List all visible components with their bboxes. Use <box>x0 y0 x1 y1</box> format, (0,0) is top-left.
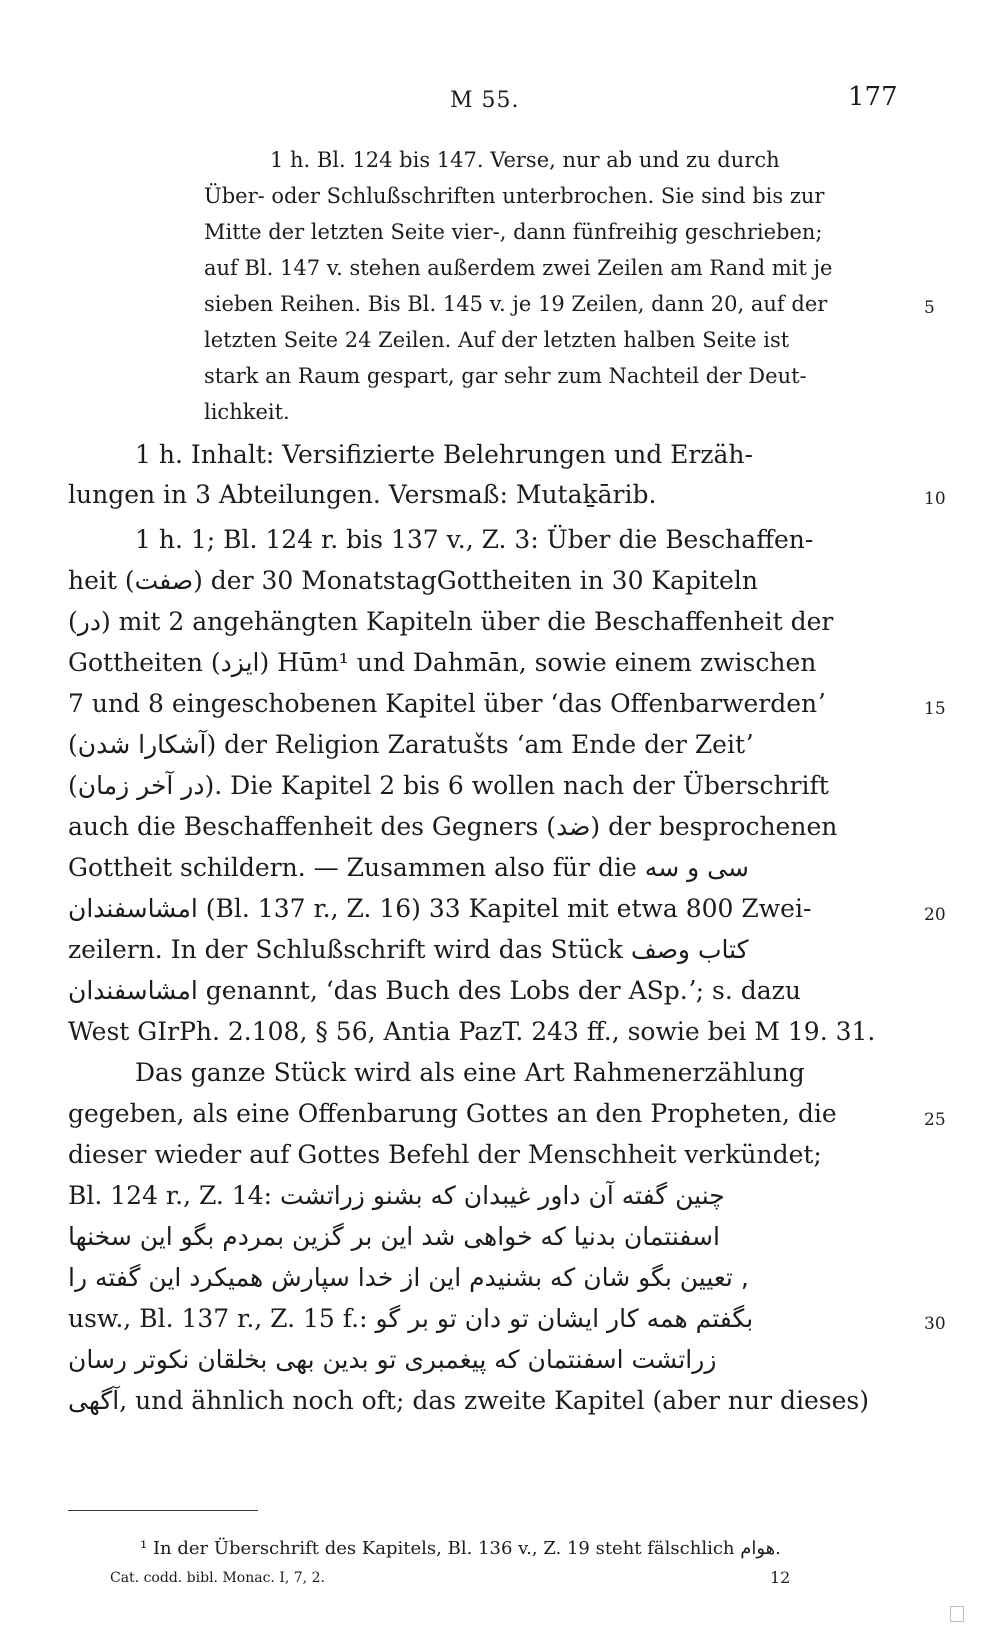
corner-mark <box>950 1606 964 1622</box>
text-line-21: zeilern. In der Schlußschrift wird das Stück کتاب وصف <box>68 935 749 964</box>
text-line-10: lungen in 3 Abteilungen. Versmaß: Mutaḵārib. <box>68 480 657 509</box>
manuscript-signature: M 55. <box>450 88 520 113</box>
text-line-26: dieser wieder auf Gottes Befehl der Menschheit verkündet; <box>68 1140 822 1169</box>
text-line-13: (در) mit 2 angehängten Kapiteln über die Beschaffenheit der <box>68 607 834 636</box>
text-line-18: auch die Beschaffenheit des Gegners (ضد) der besprochenen <box>68 812 838 841</box>
text-line-11: 1 h. 1; Bl. 124 r. bis 137 v., Z. 3: Über die Beschaffen- <box>135 525 814 554</box>
page-number: 177 <box>848 82 898 112</box>
text-line-14: Gottheiten (ایزد) Hūm¹ und Dahmān, sowie einem zwischen <box>68 648 817 677</box>
line-number-15: 15 <box>924 699 946 719</box>
text-line-8: lichkeit. <box>204 400 290 424</box>
line-number-25: 25 <box>924 1110 946 1130</box>
signature-mark: Cat. codd. bibl. Monac. I, 7, 2. <box>110 1570 325 1586</box>
text-line-30: usw., Bl. 137 r., Z. 15 f.: بگفتم همه کار ایشان تو دان تو بر گو <box>68 1304 754 1333</box>
text-line-3: Mitte der letzten Seite vier-, dann fünfreihig geschrieben; <box>204 220 823 244</box>
text-line-19: Gottheit schildern. — Zusammen also für die سی و سه <box>68 853 749 882</box>
line-number-30: 30 <box>924 1314 946 1334</box>
text-line-5: sieben Reihen. Bis Bl. 145 v. je 19 Zeilen, dann 20, auf der <box>204 292 828 316</box>
text-line-22: امشاسفندان genannt, ʻdas Buch des Lobs der ASp.ʼ; s. dazu <box>68 976 801 1005</box>
text-line-2: Über- oder Schlußschriften unterbrochen. Sie sind bis zur <box>204 184 825 208</box>
text-line-25: gegeben, als eine Offenbarung Gottes an den Propheten, die <box>68 1099 837 1128</box>
text-line-9: 1 h. Inhalt: Versifizierte Belehrungen und Erzäh- <box>135 440 753 469</box>
text-line-32: آگهی, und ähnlich noch oft; das zweite Kapitel (aber nur dieses) <box>68 1386 869 1415</box>
line-number-5: 5 <box>924 298 935 318</box>
text-line-17: (در آخر زمان). Die Kapitel 2 bis 6 wollen nach der Überschrift <box>68 771 829 800</box>
text-line-23: West GIrPh. 2.108, § 56, Antia PazT. 243 ff., sowie bei M 19. 31. <box>68 1017 876 1046</box>
line-number-20: 20 <box>924 905 946 925</box>
line-number-10: 10 <box>924 489 946 509</box>
text-line-28: اسفنتمان بدنیا که خواهی شد این بر گزین بمردم بگو این سخنها <box>68 1222 720 1251</box>
footnote: ¹ In der Überschrift des Kapitels, Bl. 136 v., Z. 19 steht fälschlich هوام. <box>140 1538 781 1559</box>
text-line-6: letzten Seite 24 Zeilen. Auf der letzten halben Seite ist <box>204 328 790 352</box>
text-line-1: 1 h. Bl. 124 bis 147. Verse, nur ab und zu durch <box>270 148 780 172</box>
text-line-7: stark an Raum gespart, gar sehr zum Nachteil der Deut- <box>204 364 807 388</box>
text-line-15: 7 und 8 eingeschobenen Kapitel über ʻdas Offenbarwerdenʼ <box>68 689 826 718</box>
signature-number: 12 <box>770 1568 791 1587</box>
text-line-29: تعیین بگو شان که بشنیدم این از خدا سپارش همیکرد این گفته را , <box>68 1263 749 1292</box>
text-line-31: زراتشت اسفنتمان که پیغمبری تو بدین بهی بخلقان نکوتر رسان <box>68 1345 717 1374</box>
text-line-20: امشاسفندان (Bl. 137 r., Z. 16) 33 Kapitel mit etwa 800 Zwei- <box>68 894 812 923</box>
text-line-12: heit (صفت) der 30 MonatstagGottheiten in 30 Kapiteln <box>68 566 758 595</box>
text-line-4: auf Bl. 147 v. stehen außerdem zwei Zeilen am Rand mit je <box>204 256 833 280</box>
text-line-24: Das ganze Stück wird als eine Art Rahmenerzählung <box>135 1058 805 1087</box>
text-line-27: Bl. 124 r., Z. 14: چنین گفته آن داور غیبدان که بشنو زراتشت <box>68 1181 725 1210</box>
text-line-16: (آشکارا شدن) der Religion Zaratušts ʻam Ende der Zeitʼ <box>68 730 753 759</box>
footnote-rule <box>68 1510 258 1511</box>
